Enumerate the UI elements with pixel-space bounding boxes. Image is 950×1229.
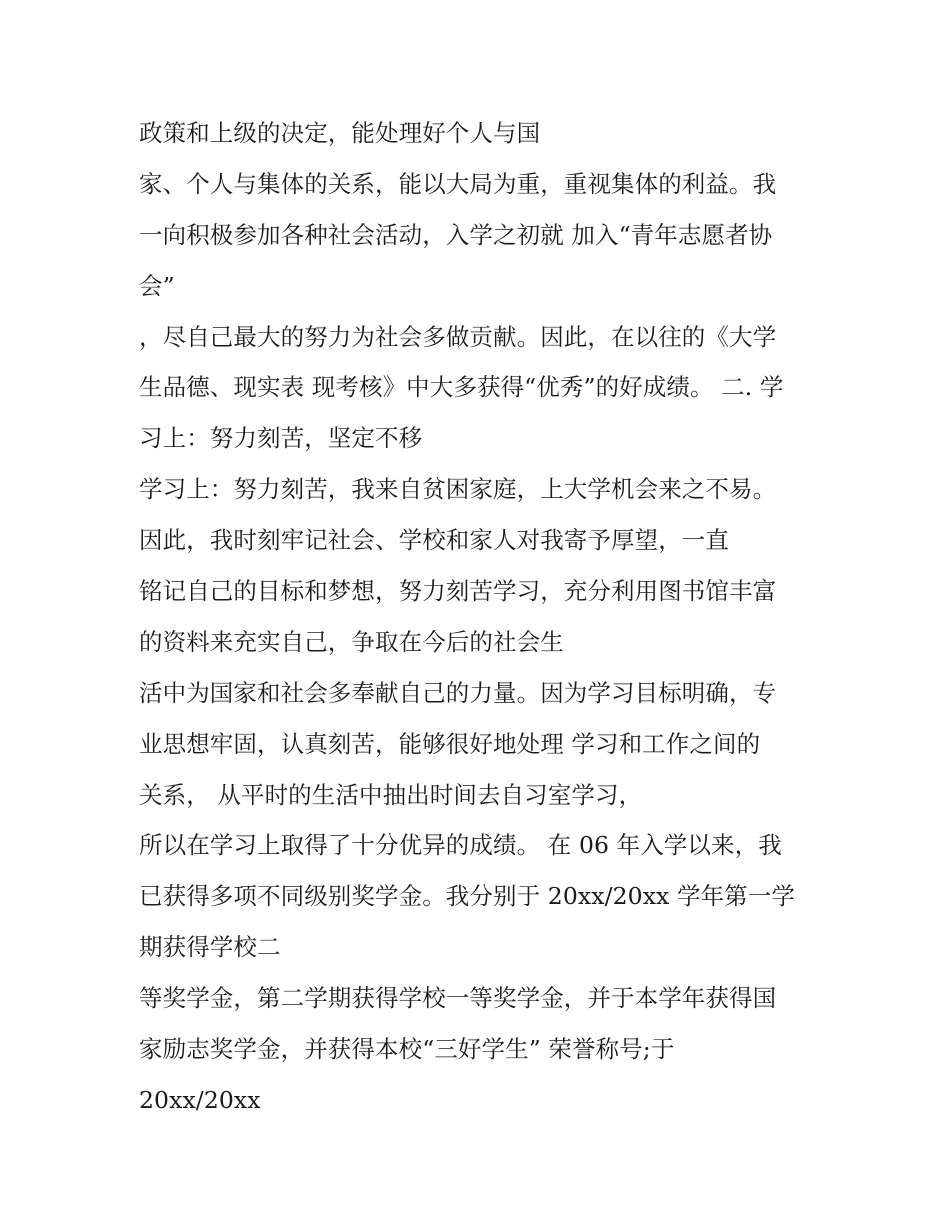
text-line: 所以在学习上取得了十分优异的成绩。 在 06 年入学以来，我 bbox=[139, 831, 782, 860]
text-line: 的资料来充实自己，争取在今后的社会生 bbox=[139, 627, 564, 656]
text-line: 一向积极参加各种社会活动，入学之初就 加入“青年志愿者协 bbox=[139, 220, 773, 249]
text-line: 已获得多项不同级别奖学金。我分别于 20xx/20xx 学年第一学 bbox=[139, 882, 795, 911]
text-line: 20xx/20xx bbox=[139, 1085, 261, 1114]
text-line: ，尽自己最大的努力为社会多做贡献。因此，在以往的《大学 bbox=[139, 322, 777, 351]
text-line: 政策和上级的决定，能处理好个人与国 bbox=[139, 119, 541, 147]
text-line: 铭记自己的目标和梦想，努力刻苦学习，充分利用图书馆丰富 bbox=[139, 577, 777, 606]
text-line: 活中为国家和社会多奉献自己的力量。因为学习目标明确，专 bbox=[139, 678, 777, 707]
document-body bbox=[139, 108, 819, 1126]
text-line: 生品德、现实表 现考核》中大多获得“优秀”的好成绩。 二. 学 bbox=[139, 373, 784, 402]
text-line: 因此，我时刻牢记社会、学校和家人对我寄予厚望，一直 bbox=[139, 526, 729, 555]
text-line: 会” bbox=[139, 271, 175, 300]
text-line: 业思想牢固，认真刻苦，能够很好地处理 学习和工作之间的 bbox=[139, 729, 761, 758]
text-line: 习上：努力刻苦，坚定不移 bbox=[139, 424, 423, 453]
text-line: 家、个人与集体的关系，能以大局为重，重视集体的利益。我 bbox=[139, 169, 777, 198]
text-line: 学习上：努力刻苦，我来自贫困家庭，上大学机会来之不易。 bbox=[139, 475, 777, 504]
text-line: 等奖学金，第二学期获得学校一等奖学金，并于本学年获得国 bbox=[139, 984, 777, 1013]
text-line: 期获得学校二 bbox=[139, 933, 281, 962]
text-line: 家励志奖学金，并获得本校“三好学生” 荣誉称号;于 bbox=[139, 1035, 675, 1064]
text-line: 关系， 从平时的生活中抽出时间去自习室学习， bbox=[139, 780, 643, 809]
